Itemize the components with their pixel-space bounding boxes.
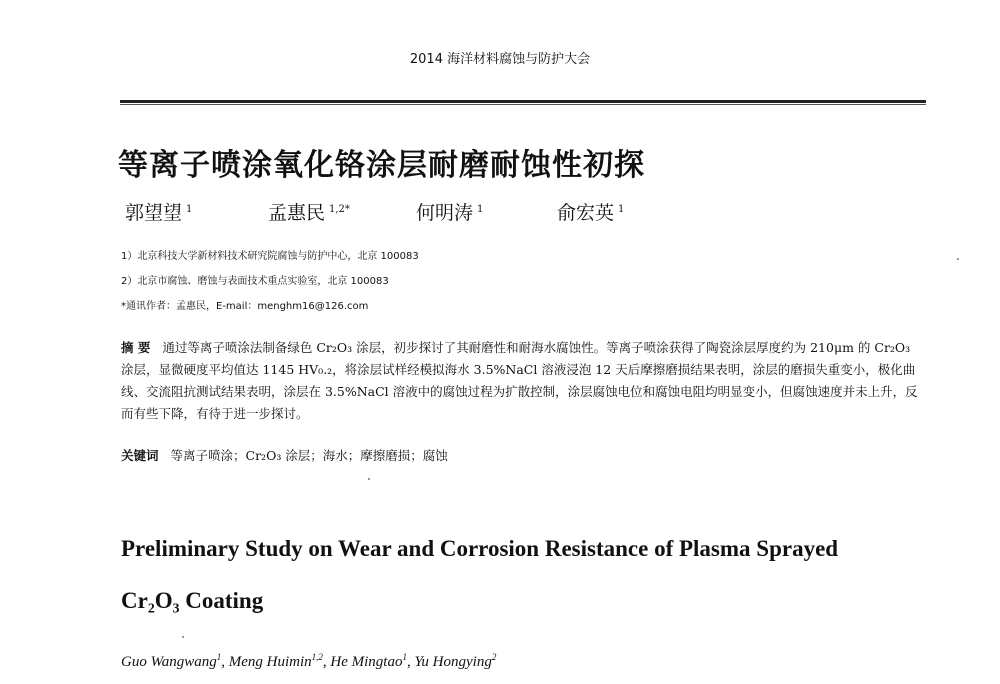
title-english-line2: Cr₂O₃ Coating [121, 588, 264, 613]
keywords-label: 关键词 [121, 448, 159, 463]
keywords-text: 等离子喷涂；Cr₂O₃ 涂层；海水；摩擦磨损；腐蚀 [170, 448, 448, 463]
conference-header: 2014 海洋材料腐蚀与防护大会 [409, 52, 591, 67]
affiliation-1: 1）北京科技大学新材料技术研究院腐蚀与防护中心，北京 100083 [121, 251, 419, 262]
author-en: Yu Hongying$^2$ [414, 652, 497, 670]
author-en: Guo Wangwang$^1$ [121, 652, 222, 670]
header-rule-thin [120, 104, 926, 105]
author-cn: 何明涛 $^1$ [416, 202, 484, 224]
header-rule-thick [120, 100, 926, 103]
corresponding-author: *通讯作者：孟惠民，E-mail：menghm16@126.com [121, 301, 369, 312]
scan-speck [957, 258, 959, 260]
affiliation-2: 2）北京市腐蚀、磨蚀与表面技术重点实验室，北京 100083 [121, 276, 389, 287]
abstract [121, 337, 921, 425]
author-cn: 孟惠民 $^{1,2*}$ [268, 202, 350, 224]
abstract-text: 通过等离子喷涂法制备绿色 Cr₂O₃ 涂层，初步探讨了其耐磨性和耐海水腐蚀性。等离子喷涂获得了陶瓷涂层厚度约为 210μm 的 Cr₂O₃ 涂层，显微硬度平均值达 1145 HV₀.₂，将涂层试样经模拟海水 3.5%NaCl 溶液浸泡 12 天后摩擦磨损结果表明，涂层的磨损失重变小，极化曲线、交流阻抗测试结果表明，涂层在 3.5%NaCl 溶液中的腐蚀过程为扩散控制，涂层腐蚀电位和腐蚀电阻均明显变小，但腐蚀速度并未上升，反而有些下降，有待于进一步探讨。 [121, 340, 918, 421]
author-cn: 俞宏英 $^1$ [557, 202, 625, 224]
title-english-line1: Preliminary Study on Wear and Corrosion Resistance of Plasma Sprayed [121, 536, 839, 561]
title-chinese: 等离子喷涂氧化铬涂层耐磨耐蚀性初探 [118, 148, 645, 183]
scan-speck [182, 636, 184, 638]
author-en: He Mingtao$^1$ [330, 652, 407, 670]
keywords [121, 446, 448, 464]
scan-speck [368, 478, 370, 480]
abstract-label: 摘 要 [121, 340, 151, 355]
author-cn: 郭望望 $^1$ [125, 202, 193, 224]
author-en: Meng Huimin$^{1,2}$ [228, 652, 323, 670]
authors-english: Guo Wangwang$^1$, Meng Huimin$^{1,2}$, He Mingtao$^1$, Yu Hongying$^2$ [121, 652, 497, 670]
